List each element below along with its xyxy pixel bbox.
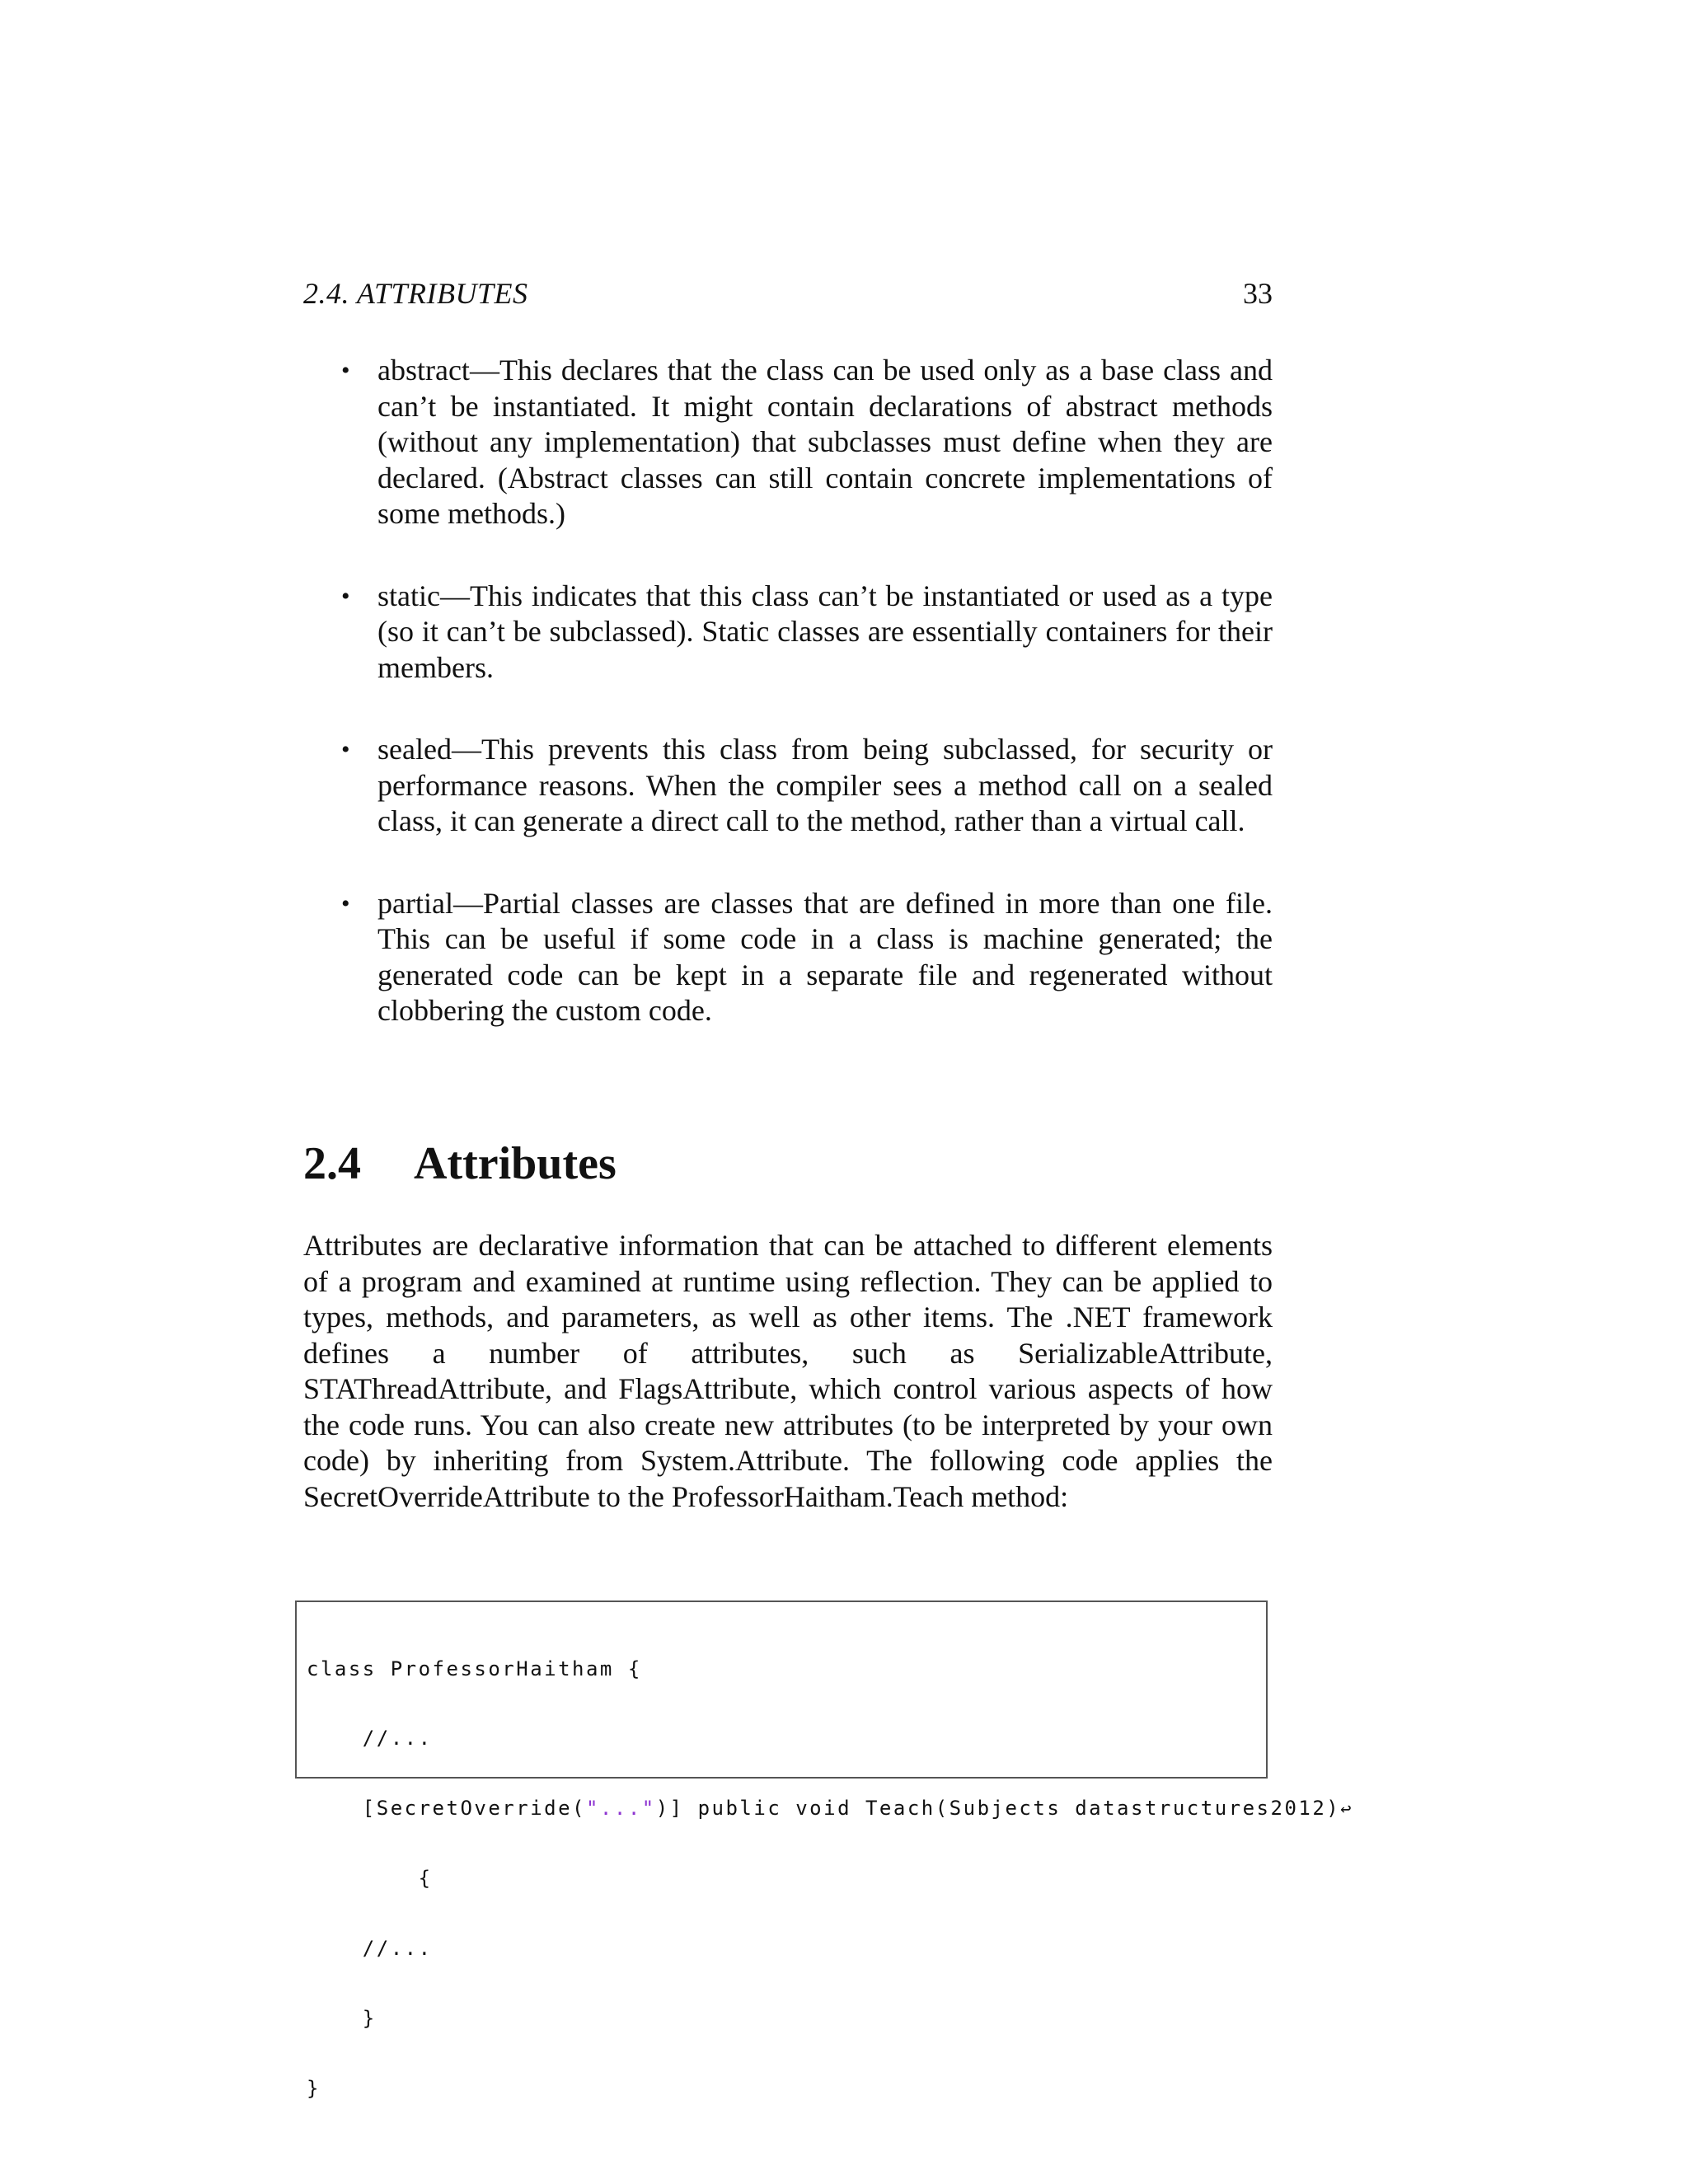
code-listing [295, 1601, 1352, 2100]
bullet-marker: • [341, 736, 350, 763]
page-number: 33 [1243, 277, 1273, 310]
code-line: //... [307, 1727, 433, 1750]
page-header [303, 274, 1273, 313]
code-string-literal: "..." [585, 1797, 656, 1821]
section-heading [303, 1137, 1273, 1190]
code-line: } [307, 2076, 321, 2100]
sealed-description: sealed—This prevents this class from being subclassed, for security or performance reasons. When the compiler sees a method call on a sealed class, it can generate a direct call to the method, rather than a virtual call. [377, 733, 1273, 837]
static-description: static—This indicates that this class can’t be instantiated or used as a type (so it can’t be subclassed). Static classes are essentially containers for their members. [377, 579, 1273, 684]
code-line-attribute [307, 1797, 1352, 1821]
code-lines [307, 1610, 1352, 2147]
list-item-partial [341, 886, 1273, 1029]
code-line: { [307, 1867, 433, 1891]
code-segment: [SecretOverride( [307, 1797, 586, 1821]
line-continuation-icon: ↩ [1340, 1799, 1352, 1821]
class-modifier-list [341, 353, 1273, 1076]
section-number: 2.4 [303, 1138, 361, 1189]
running-title: 2.4. ATTRIBUTES [303, 277, 528, 310]
list-item-static [341, 579, 1273, 687]
bullet-marker: • [341, 357, 350, 384]
bullet-marker: • [341, 582, 350, 610]
attributes-paragraph: Attributes are declarative information that can be attached to different elements of a program and examined at runtime using reflection. They can be applied to types, methods, and parameters, as well as other items. The .NET framework defines a number of attributes, such as SerializableAttribute, STAThreadAttribute, and FlagsAttribute, which control various aspects of how the code runs. You can also create new attributes (to be interpreted by your own code) by inheriting from System.Attribute. The following code applies the SecretOverrideAttribute to the ProfessorHaitham.Teach method: [303, 1229, 1273, 1513]
list-item-sealed [341, 732, 1273, 840]
code-line: } [307, 2007, 377, 2031]
code-segment: )] public void Teach(Subjects datastructures2012) [655, 1797, 1341, 1821]
section-title: Attributes [414, 1138, 617, 1189]
partial-description: partial—Partial classes are classes that are defined in more than one file. This can be useful if some code in a class is machine generated; the generated code can be kept in a separate file and regenerated without clobbering the custom code. [377, 886, 1273, 1027]
abstract-description: abstract—This declares that the class can be used only as a base class and can’t be instantiated. It might contain declarations of abstract methods (without any implementation) that subclasses must define when they are declared. (Abstract classes can still contain concrete implementations of some methods.) [377, 354, 1273, 530]
bullet-marker: • [341, 889, 350, 917]
code-line: //... [307, 1937, 433, 1961]
list-item-abstract [341, 353, 1273, 532]
code-line: class ProfessorHaitham { [307, 1657, 642, 1680]
